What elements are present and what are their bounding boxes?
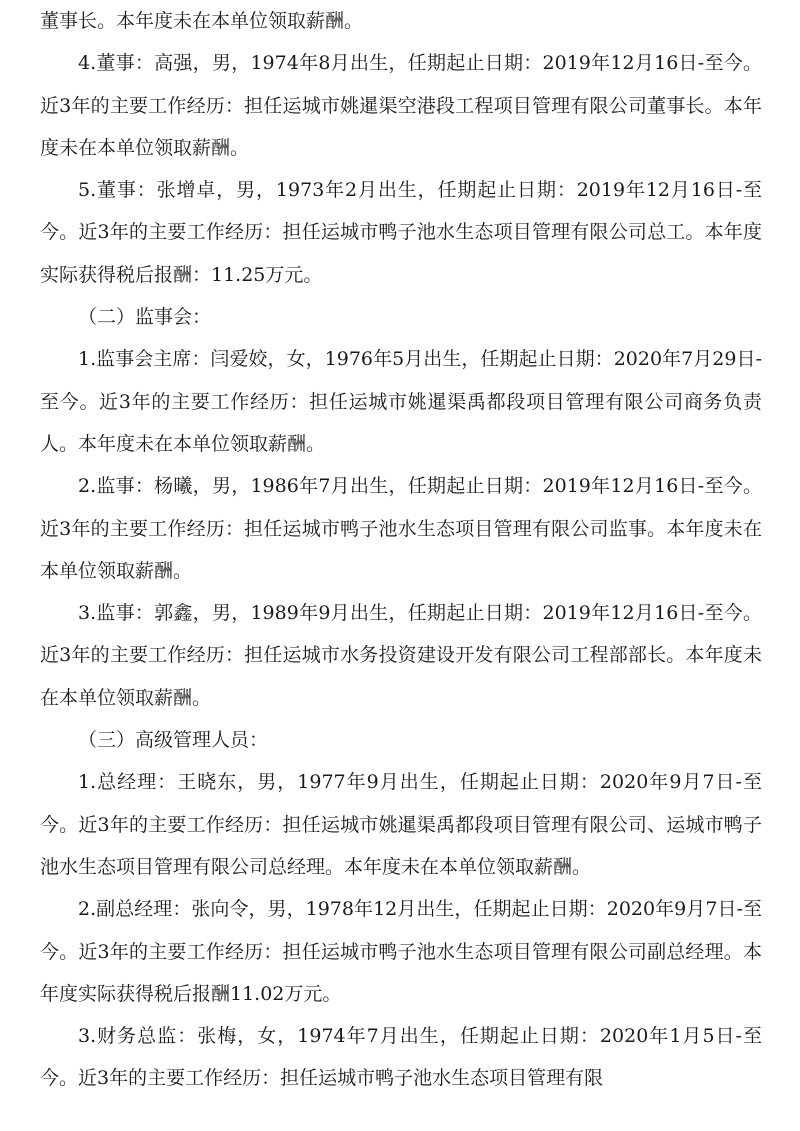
paragraph-continuation: 董事长。本年度未在本单位领取薪酬。 xyxy=(40,10,364,32)
paragraph-supervisor-guo-xin: 3.监事：郭鑫，男，1989年9月出生，任期起止日期：2019年12月16日-至今。近3年的主要工作经历：担任运城市水务投资建设开发有限公司工程部部长。本年度未在本单位领取薪酬。 xyxy=(40,602,762,709)
paragraph-director-zhang-zengzhuo: 5.董事：张增卓，男，1973年2月出生，任期起止日期：2019年12月16日-至今。近3年的主要工作经历：担任运城市鸭子池水生态项目管理有限公司总工。本年度实际获得税后报酬：11.25万元。 xyxy=(40,179,762,286)
section-heading-senior-management: （三）高级管理人员： xyxy=(78,729,269,752)
document-page xyxy=(40,0,762,1100)
paragraph-general-manager-wang-xiaodong: 1.总经理：王晓东，男，1977年9月出生，任期起止日期：2020年9月7日-至今。近3年的主要工作经历：担任运城市姚暹渠禹都段项目管理有限公司、运城市鸭子池水生态项目管理有限公司总经理。本年度未在本单位领取薪酬。 xyxy=(40,771,762,878)
paragraph-supervisor-chair-yan-aijiao: 1.监事会主席：闫爱姣，女，1976年5月出生，任期起止日期：2020年7月29日-至今。近3年的主要工作经历：担任运城市姚暹渠禹都段项目管理有限公司商务负责人。本年度未在本单位领取薪酬。 xyxy=(40,348,762,455)
paragraph-director-gao-qiang: 4.董事：高强，男，1974年8月出生，任期起止日期：2019年12月16日-至今。近3年的主要工作经历：担任运城市姚暹渠空港段工程项目管理有限公司董事长。本年度未在本单位领取薪酬。 xyxy=(40,52,762,159)
section-heading-supervisory-board: （二）监事会： xyxy=(78,306,212,329)
paragraph-cfo-zhang-mei: 3.财务总监：张梅，女，1974年7月出生，任期起止日期：2020年1月5日-至今。近3年的主要工作经历：担任运城市鸭子池水生态项目管理有限 xyxy=(40,1025,762,1090)
paragraph-deputy-gm-zhang-xiangling: 2.副总经理：张向令，男，1978年12月出生，任期起止日期：2020年9月7日-至今。近3年的主要工作经历：担任运城市鸭子池水生态项目管理有限公司副总经理。本年度实际获得税后报酬11.02万元。 xyxy=(40,898,762,1005)
paragraph-supervisor-yang-xi: 2.监事：杨曦，男，1986年7月出生，任期起止日期：2019年12月16日-至今。近3年的主要工作经历：担任运城市鸭子池水生态项目管理有限公司监事。本年度未在本单位领取薪酬。 xyxy=(40,475,762,582)
